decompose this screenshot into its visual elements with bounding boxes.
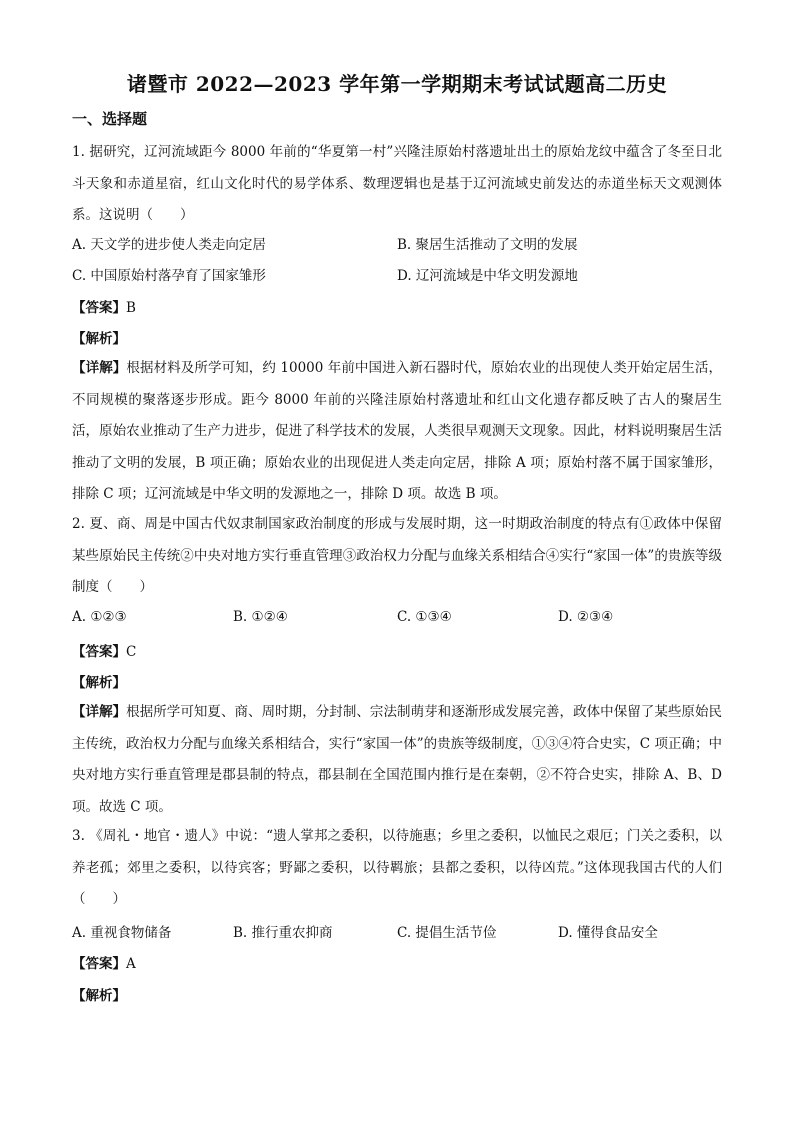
answer-label: 【答案】: [72, 300, 126, 316]
question-1-stem: 1. 据研究，辽河流域距今 8000 年前的“华夏第一村”兴隆洼原始村落遗址出土的原始龙纹中蕴含了冬至日北斗天象和赤道星宿，红山文化时代的易学体系、数理逻辑也是基于辽河流域史前发达的赤道坐标天文观测体系。这说明（ ）: [72, 144, 722, 223]
question-1-analysis: [72, 327, 126, 347]
question-3-option-a: A. 重视食物储备: [72, 925, 172, 941]
question-1-answer-value: B: [126, 300, 136, 316]
question-1-option-c: C. 中国原始村落孕育了国家雏形: [72, 268, 266, 284]
question-3-answer: [72, 952, 136, 972]
section-heading: 一、选择题: [72, 110, 148, 128]
answer-label: 【答案】: [72, 956, 126, 972]
question-1-options-row-2: [72, 264, 722, 288]
question-1-option-a: A. 天文学的进步使人类走向定居: [72, 237, 266, 253]
question-3-option-d: D. 懂得食品安全: [558, 925, 658, 941]
question-1-answer: [72, 296, 136, 316]
question-3-option-c: C. 提倡生活节俭: [397, 925, 497, 941]
analysis-label: 【解析】: [72, 331, 126, 347]
question-3-options-row: [72, 921, 722, 945]
question-2-detail-text: 根据所学可知夏、商、周时期，分封制、宗法制萌芽和逐渐形成发展完善，政体中保留了某些原始民主传统，政治权力分配与血缘关系相结合，实行“家国一体”的贵族等级制度，①③④符合史实，C 项正确；中央对地方实行垂直管理是郡县制的特点，郡县制在全国范围内推行是在秦朝，②不符合史实，排除 A、B、D 项。故选 C 项。: [72, 704, 723, 815]
question-1-options-row-1: [72, 233, 722, 257]
question-2-option-c: C. ①③④: [397, 609, 452, 625]
question-2-options-row: [72, 609, 722, 633]
question-3-analysis: [72, 984, 126, 1004]
question-2-analysis: [72, 671, 126, 691]
question-2-answer: [72, 640, 136, 660]
question-3-answer-value: A: [126, 956, 136, 972]
question-1-detail-text: 根据材料及所学可知，约 10000 年前中国进入新石器时代，原始农业的出现使人类开始定居生活，不同规模的聚落逐步形成。距今 8000 年前的兴隆洼原始村落遗址和红山文化遗存都反映了古人的聚居生活，原始农业推动了生产力进步，促进了科学技术的发展，人类很早观测天文现象。因此，材料说明聚居生活推动了文明的发展，B 项正确；原始农业的出现促进人类走向定居，排除 A 项；原始村落不属于国家雏形，排除 C 项；辽河流域是中华文明的发源地之一，排除 D 项。故选 B 项。: [72, 360, 723, 502]
analysis-label: 【解析】: [72, 675, 126, 691]
question-1-detail: [72, 353, 722, 511]
question-2-option-d: D. ②③④: [558, 609, 614, 625]
question-2-option-b: B. ①②④: [233, 609, 288, 625]
question-2-answer-value: C: [126, 644, 137, 660]
answer-label: 【答案】: [72, 644, 126, 660]
question-2-detail: [72, 697, 722, 823]
detail-label: 【详解】: [72, 360, 127, 376]
question-1-option-b: B. 聚居生活推动了文明的发展: [397, 237, 578, 253]
question-3-stem: 3. 《周礼・地官・遗人》中说：“遗人掌邦之委积，以待施惠；乡里之委积，以恤民之艰厄；门关之委积，以养老孤；郊里之委积，以待宾客；野鄙之委积，以待羁旅；县都之委积，以待凶荒。”这体现我国古代的人们（ ）: [72, 828, 722, 907]
question-1-option-d: D. 辽河流域是中华文明发源地: [397, 268, 578, 284]
detail-label: 【详解】: [72, 704, 127, 720]
question-3-option-b: B. 推行重农抑商: [233, 925, 333, 941]
page-title: 诸暨市 2022—2023 学年第一学期期末考试试题高二历史: [126, 72, 668, 96]
analysis-label: 【解析】: [72, 988, 126, 1004]
question-2-option-a: A. ①②③: [72, 609, 127, 625]
question-2-stem: 2. 夏、商、周是中国古代奴隶制国家政治制度的形成与发展时期，这一时期政治制度的特点有①政体中保留某些原始民主传统②中央对地方实行垂直管理③政治权力分配与血缘关系相结合④实行“家国一体”的贵族等级制度（ ）: [72, 516, 722, 595]
